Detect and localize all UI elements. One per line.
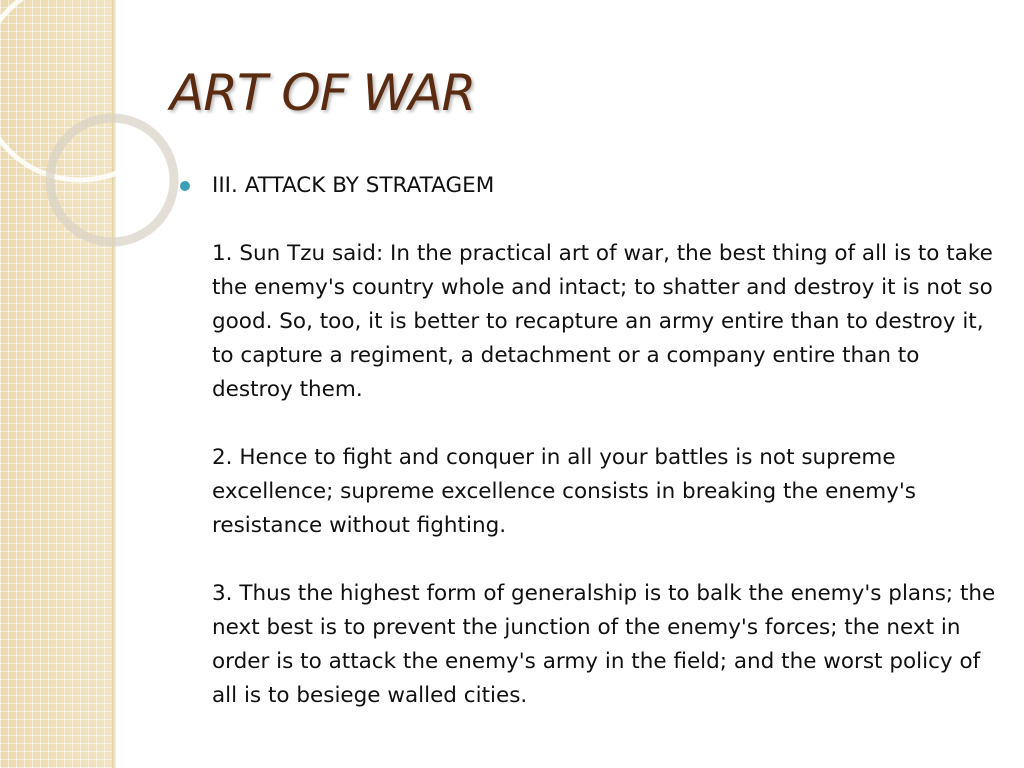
decorative-ring-large [0, 0, 180, 180]
paragraph-3: 3. Thus the highest form of generalship is to balk the enemy's plans; the next best is to prevent the junction of the enemy's forces; the next in order is to attack the enemy's army in the field; and the worst policy of all is to besiege walled cities. [212, 581, 996, 708]
section-heading: III. ATTACK BY STRATAGEM [212, 173, 495, 198]
decorative-rings [0, 0, 200, 320]
slide-body [212, 169, 1002, 713]
bullet-icon [180, 181, 190, 191]
slide-title: ART OF WAR [170, 64, 476, 122]
paragraph-1: 1. Sun Tzu said: In the practical art of war, the best thing of all is to take the enemy's country whole and intact; to shatter and destroy it is not so good. So, too, it is better to recapture an army entire than to destroy it, to capture a regiment, a detachment or a company entire than to destroy them. [212, 241, 993, 402]
paragraph-2: 2. Hence to fight and conquer in all your battles is not supreme excellence; supreme excellence consists in breaking the enemy's resistance without fighting. [212, 445, 916, 538]
